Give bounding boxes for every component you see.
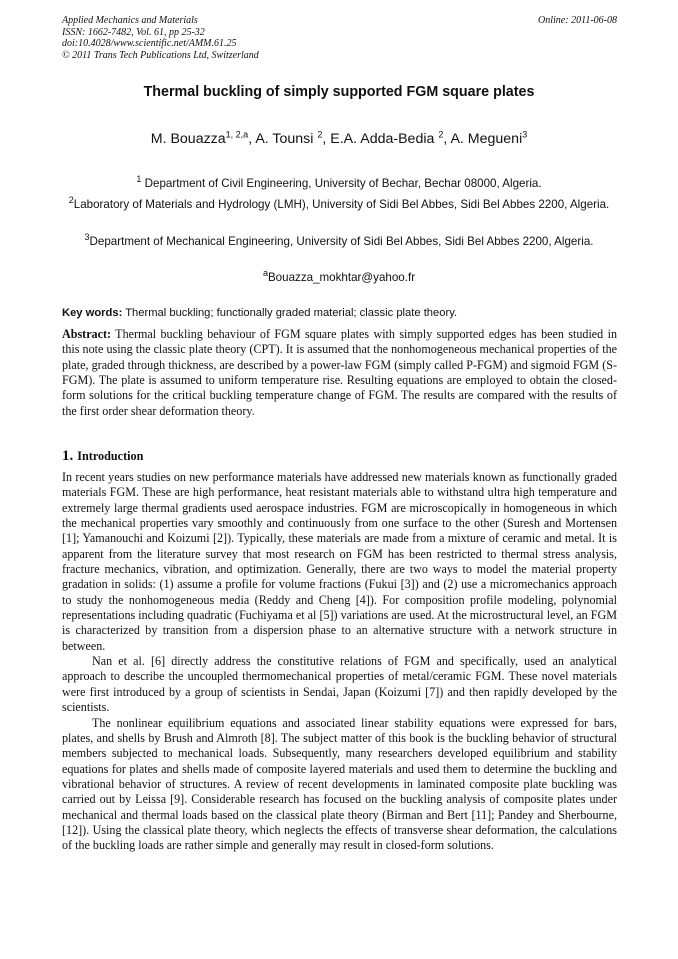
affiliation-superscript: 2	[68, 195, 74, 206]
journal-header	[62, 15, 617, 61]
email-superscript: a	[262, 268, 268, 279]
author-separator: ,	[248, 131, 256, 147]
author-name: E.A. Adda-Bedia	[330, 131, 439, 147]
author-superscript: 2	[317, 129, 323, 140]
paragraph: The nonlinear equilibrium equations and associated linear stability equations were expressed for bars, plates, and shells by Brush and Almroth [8]. The subject matter of this book is the buckling behavior of structural members subjected to mechanical loads. Subsequently, many researchers developed equilibrium and stability equations for plates and shells made of composite layered materials and used them to determine the buckling and vibrational behavior of structures. A review of recent developments in laminated composite plate buckling was carried out by Leissa [9]. Considerable research has focused on the buckling analysis of composite plates under mechanical and thermal loads based on the classical plate theory (Birman and Bert [11]; Pandey and Sherbourne, [12]). Using the classical plate theory, which neglects the effects of transverse shear deformation, the calculations of the buckling loads are rather simple and generally may result in closed-form solutions.	[62, 715, 617, 853]
abstract	[62, 327, 617, 419]
paper-title: Thermal buckling of simply supported FGM square plates	[143, 84, 535, 100]
affiliation-1	[64, 176, 614, 192]
section-number: 1.	[62, 448, 74, 464]
affiliation-3	[64, 234, 614, 250]
copyright-line: © 2011 Trans Tech Publications Ltd, Switzerland	[62, 49, 259, 61]
section-title: Introduction	[77, 449, 144, 463]
keywords-text: Thermal buckling; functionally graded material; classic plate theory.	[122, 307, 458, 319]
author-separator: ,	[443, 131, 451, 147]
author-name: A. Tounsi	[255, 131, 318, 147]
affiliation-superscript: 3	[84, 232, 90, 243]
author-name: A. Megueni	[450, 131, 523, 147]
author-name: M. Bouazza	[150, 131, 226, 147]
keywords-label: Key words:	[62, 307, 123, 319]
affiliation-text: Department of Civil Engineering, University of Bechar, Bechar 08000, Algeria.	[144, 177, 542, 190]
paragraph: In recent years studies on new performance materials have addressed new materials known as functionally graded materials FGM. These are high performance, heat resistant materials able to withstand ultra high temperature and extremely large thermal gradients used aerospace industries. FGM are microscopically in homogeneous in which the mechanical properties vary smoothly and continuously from one surface to the other (Suresh and Mortensen [1]; Yamanouchi and Koizumi [2]). Typically, these materials are made from a mixture of ceramic and metal. It is apparent from the literature survey that most research on FGM has been restricted to thermal stress analysis, fracture mechanics, vibration, and optimization. Generally, there are two ways to model the material property gradation in solids: (1) assume a profile for volume fractions (Fukui [3]) and (2) use a micromechanics approach to study the nonhomogeneous media (Reddy and Cheng [4]). For composition profile modeling, polynomial representations including quadratic (Fuchiyama et al [5]) variations are used. At the microstructural level, an FGM is characterized by transition from a dispersion phase to an alternative structure with a network structure in between.	[62, 470, 617, 653]
email-link[interactable]: Bouazza_mokhtar@yahoo.fr	[267, 271, 416, 284]
introduction-body	[62, 470, 617, 854]
affiliation-2	[64, 197, 614, 213]
online-date: Online: 2011-06-08	[538, 15, 617, 26]
abstract-label: Abstract:	[62, 327, 112, 341]
issn-line: ISSN: 1662-7482, Vol. 61, pp 25-32	[62, 26, 205, 38]
affiliation-text: Laboratory of Materials and Hydrology (LMH), University of Sidi Bel Abbes, Sidi Bel Abbes 2200, Algeria.	[73, 198, 610, 211]
section-heading	[62, 447, 617, 465]
paragraph: Nan et al. [6] directly address the constitutive relations of FGM and specifically, used an analytical approach to describe the uncoupled thermomechanical properties of metal/ceramic FGM. These novel materials were first introduced by a group of scientists in Sendai, Japan (Koizumi [7]) and then rapidly developed by the scientists.	[62, 654, 617, 715]
corresponding-email	[64, 270, 614, 286]
author-superscript: 3	[522, 129, 528, 140]
affiliation-superscript: 1	[136, 174, 142, 185]
author-superscript: 2	[438, 129, 444, 140]
author-superscript: 1, 2,a	[225, 129, 249, 140]
doi-line[interactable]: doi:10.4028/www.scientific.net/AMM.61.25	[62, 38, 237, 49]
affiliation-text: Department of Mechanical Engineering, University of Sidi Bel Abbes, Sidi Bel Abbes 2200, Algeria.	[89, 235, 594, 248]
keywords	[62, 307, 617, 319]
journal-name: Applied Mechanics and Materials	[62, 15, 198, 26]
abstract-text: Thermal buckling behaviour of FGM square plates with simply supported edges has been studied in this note using the classic plate theory (CPT). It is assumed that the nonhomogeneous mechanical properties of the plate, graded through thickness, are described by a power-law FGM (simply called P-FGM) and sigmoid FGM (S-FGM). The plate is assumed to uniform temperature rise. Resulting equations are employed to obtain the closed-form solutions for the critical buckling temperature change of FGM. The results are compared with the results of the first order shear deformation theory.	[62, 327, 617, 418]
author-separator: ,	[322, 131, 331, 147]
author-list	[40, 131, 638, 147]
